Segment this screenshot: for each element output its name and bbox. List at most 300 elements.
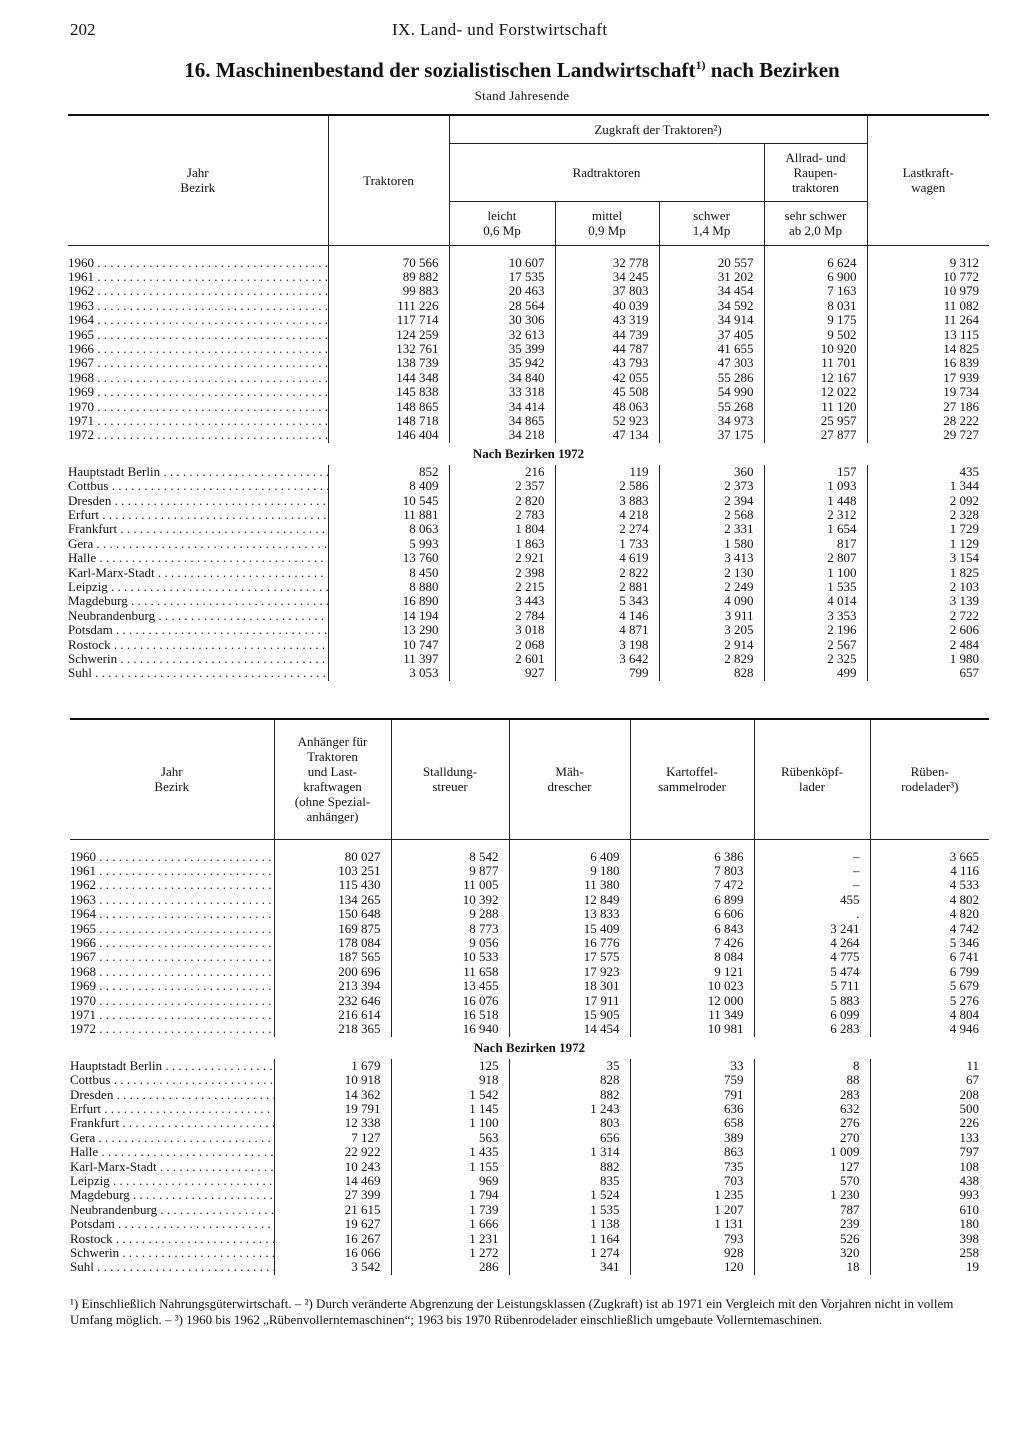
value-cell: 1 666 bbox=[391, 1217, 509, 1231]
value-cell: 19 bbox=[870, 1260, 989, 1274]
value-cell: 34 245 bbox=[555, 270, 659, 284]
year-label bbox=[70, 878, 274, 892]
year-label bbox=[68, 428, 328, 442]
year-row bbox=[68, 313, 989, 327]
row-label: Cottbus . . . bbox=[70, 1073, 274, 1087]
ruebenkoepflader-header: Rübenköpf- lader bbox=[754, 719, 870, 839]
year-row bbox=[70, 994, 989, 1008]
year-label bbox=[68, 299, 328, 313]
value-cell: 8 063 bbox=[328, 522, 449, 536]
value-cell: 21 615 bbox=[274, 1203, 391, 1217]
value-cell: 216 bbox=[449, 465, 555, 479]
row-label: Hauptstadt Berlin . . . bbox=[70, 1059, 274, 1073]
district-row bbox=[70, 1232, 989, 1246]
value-cell: 54 990 bbox=[659, 385, 764, 399]
row-label: Leipzig . . . bbox=[70, 1174, 274, 1188]
district-label bbox=[70, 1217, 274, 1231]
value-cell: 13 833 bbox=[509, 907, 630, 921]
district-row bbox=[68, 666, 989, 680]
value-cell: 8 450 bbox=[328, 566, 449, 580]
row-label: 1963 . . . bbox=[70, 893, 274, 907]
value-cell: 35 942 bbox=[449, 356, 555, 370]
year-row bbox=[68, 299, 989, 313]
value-cell: 1 980 bbox=[867, 652, 989, 666]
row-label: 1966 . . . bbox=[68, 342, 328, 356]
value-cell: 3 665 bbox=[870, 850, 989, 864]
year-row bbox=[68, 428, 989, 442]
row-label: Dresden . . . bbox=[70, 1088, 274, 1102]
value-cell: 4 804 bbox=[870, 1008, 989, 1022]
value-cell: 703 bbox=[630, 1174, 754, 1188]
district-row bbox=[70, 1217, 989, 1231]
value-cell: 3 542 bbox=[274, 1260, 391, 1274]
value-cell: 10 747 bbox=[328, 638, 449, 652]
value-cell: 656 bbox=[509, 1131, 630, 1145]
value-cell: 817 bbox=[764, 537, 867, 551]
value-cell: 187 565 bbox=[274, 950, 391, 964]
value-cell: 11 349 bbox=[630, 1008, 754, 1022]
year-label bbox=[68, 313, 328, 327]
district-label bbox=[70, 1160, 274, 1174]
value-cell: 20 557 bbox=[659, 256, 764, 270]
value-cell: 1 155 bbox=[391, 1160, 509, 1174]
value-cell: 8 bbox=[754, 1059, 870, 1073]
district-row bbox=[68, 479, 989, 493]
district-row bbox=[68, 652, 989, 666]
value-cell: 48 063 bbox=[555, 400, 659, 414]
value-cell: 43 793 bbox=[555, 356, 659, 370]
district-row bbox=[70, 1188, 989, 1202]
district-row bbox=[70, 1059, 989, 1073]
value-cell: 4 014 bbox=[764, 594, 867, 608]
value-cell: 1 825 bbox=[867, 566, 989, 580]
value-cell: 1 231 bbox=[391, 1232, 509, 1246]
row-label: 1972 . . . bbox=[68, 428, 328, 442]
row-label: Frankfurt . . . bbox=[68, 522, 328, 536]
value-cell: 2 820 bbox=[449, 494, 555, 508]
value-cell: 44 739 bbox=[555, 328, 659, 342]
value-cell: 19 791 bbox=[274, 1102, 391, 1116]
value-cell: 918 bbox=[391, 1073, 509, 1087]
row-label: Erfurt . . . bbox=[68, 508, 328, 522]
value-cell: 9 312 bbox=[867, 256, 989, 270]
value-cell: 150 648 bbox=[274, 907, 391, 921]
value-cell: 2 325 bbox=[764, 652, 867, 666]
value-cell: 5 276 bbox=[870, 994, 989, 1008]
value-cell: 2 249 bbox=[659, 580, 764, 594]
value-cell: 10 533 bbox=[391, 950, 509, 964]
value-cell: 7 472 bbox=[630, 878, 754, 892]
value-cell: 6 409 bbox=[509, 850, 630, 864]
value-cell: 283 bbox=[754, 1088, 870, 1102]
value-cell: 10 392 bbox=[391, 893, 509, 907]
value-cell: – bbox=[754, 864, 870, 878]
year-label bbox=[68, 270, 328, 284]
value-cell: 13 115 bbox=[867, 328, 989, 342]
year-row bbox=[70, 950, 989, 964]
value-cell: 2 312 bbox=[764, 508, 867, 522]
row-label: 1971 . . . bbox=[68, 414, 328, 428]
value-cell: 35 bbox=[509, 1059, 630, 1073]
value-cell: 27 877 bbox=[764, 428, 867, 442]
district-label bbox=[70, 1203, 274, 1217]
year-row bbox=[68, 284, 989, 298]
year-label bbox=[68, 284, 328, 298]
value-cell: 17 575 bbox=[509, 950, 630, 964]
value-cell: 4 871 bbox=[555, 623, 659, 637]
stub-header: Jahr Bezirk bbox=[68, 115, 328, 245]
value-cell: 636 bbox=[630, 1102, 754, 1116]
value-cell: 2 398 bbox=[449, 566, 555, 580]
value-cell: 803 bbox=[509, 1116, 630, 1130]
value-cell: 1 729 bbox=[867, 522, 989, 536]
value-cell: 2 586 bbox=[555, 479, 659, 493]
value-cell: 3 154 bbox=[867, 551, 989, 565]
section-label: Nach Bezirken 1972 bbox=[472, 445, 585, 461]
value-cell: 759 bbox=[630, 1073, 754, 1087]
value-cell: 14 454 bbox=[509, 1022, 630, 1036]
value-cell: 14 362 bbox=[274, 1088, 391, 1102]
value-cell: 37 405 bbox=[659, 328, 764, 342]
value-cell: 16 940 bbox=[391, 1022, 509, 1036]
value-cell: 20 463 bbox=[449, 284, 555, 298]
radtraktoren-header: Radtraktoren bbox=[449, 143, 764, 201]
district-label bbox=[68, 580, 328, 594]
value-cell: 37 803 bbox=[555, 284, 659, 298]
year-label bbox=[68, 385, 328, 399]
value-cell: 9 502 bbox=[764, 328, 867, 342]
value-cell: 27 186 bbox=[867, 400, 989, 414]
value-cell: 6 386 bbox=[630, 850, 754, 864]
row-label: Karl-Marx-Stadt . . . bbox=[70, 1160, 274, 1174]
district-row bbox=[68, 522, 989, 536]
value-cell: 16 518 bbox=[391, 1008, 509, 1022]
value-cell: 11 005 bbox=[391, 878, 509, 892]
district-row bbox=[70, 1145, 989, 1159]
year-label bbox=[68, 342, 328, 356]
value-cell: 31 202 bbox=[659, 270, 764, 284]
value-cell: 226 bbox=[870, 1116, 989, 1130]
district-label bbox=[70, 1174, 274, 1188]
row-label: 1970 . . . bbox=[70, 994, 274, 1008]
value-cell: 9 121 bbox=[630, 965, 754, 979]
district-row bbox=[70, 1246, 989, 1260]
district-label bbox=[70, 1246, 274, 1260]
value-cell: 341 bbox=[509, 1260, 630, 1274]
value-cell: 828 bbox=[509, 1073, 630, 1087]
value-cell: 33 318 bbox=[449, 385, 555, 399]
value-cell: 232 646 bbox=[274, 994, 391, 1008]
row-label: 1966 . . . bbox=[70, 936, 274, 950]
value-cell: 55 268 bbox=[659, 400, 764, 414]
value-cell: 12 000 bbox=[630, 994, 754, 1008]
district-label bbox=[68, 508, 328, 522]
year-label bbox=[70, 907, 274, 921]
district-label bbox=[70, 1131, 274, 1145]
district-row bbox=[68, 638, 989, 652]
value-cell: 6 843 bbox=[630, 922, 754, 936]
value-cell: 89 882 bbox=[328, 270, 449, 284]
value-cell: 6 799 bbox=[870, 965, 989, 979]
district-label bbox=[68, 623, 328, 637]
year-row bbox=[68, 342, 989, 356]
year-row bbox=[70, 965, 989, 979]
value-cell: 2 606 bbox=[867, 623, 989, 637]
value-cell: 178 084 bbox=[274, 936, 391, 950]
value-cell: 14 469 bbox=[274, 1174, 391, 1188]
value-cell: 10 243 bbox=[274, 1160, 391, 1174]
value-cell: 2 784 bbox=[449, 609, 555, 623]
row-label: 1965 . . . bbox=[70, 922, 274, 936]
year-label bbox=[68, 414, 328, 428]
title-main: 16. Maschinenbestand der sozialistischen Landwirtschaft bbox=[184, 58, 696, 82]
year-label bbox=[68, 400, 328, 414]
year-row bbox=[70, 1008, 989, 1022]
district-row bbox=[70, 1260, 989, 1274]
value-cell: 1 863 bbox=[449, 537, 555, 551]
row-label: Suhl . . . bbox=[68, 666, 328, 680]
value-cell: 3 018 bbox=[449, 623, 555, 637]
row-label: 1967 . . . bbox=[70, 950, 274, 964]
year-label bbox=[70, 864, 274, 878]
value-cell: 1 100 bbox=[764, 566, 867, 580]
row-label: Leipzig . . . bbox=[68, 580, 328, 594]
value-cell: 6 606 bbox=[630, 907, 754, 921]
value-cell: 286 bbox=[391, 1260, 509, 1274]
value-cell: 2 601 bbox=[449, 652, 555, 666]
page-number: 202 bbox=[70, 20, 96, 39]
district-label bbox=[68, 609, 328, 623]
value-cell: 8 084 bbox=[630, 950, 754, 964]
value-cell: 108 bbox=[870, 1160, 989, 1174]
ruebenrodelader-header: Rüben- rodelader³) bbox=[870, 719, 989, 839]
row-label: Erfurt . . . bbox=[70, 1102, 274, 1116]
value-cell: 29 727 bbox=[867, 428, 989, 442]
value-cell: 320 bbox=[754, 1246, 870, 1260]
value-cell: 33 bbox=[630, 1059, 754, 1073]
value-cell: 34 973 bbox=[659, 414, 764, 428]
value-cell: 124 259 bbox=[328, 328, 449, 342]
district-label bbox=[68, 594, 328, 608]
table-subtitle: Stand Jahresende bbox=[474, 88, 570, 103]
year-label bbox=[70, 979, 274, 993]
value-cell: 34 592 bbox=[659, 299, 764, 313]
value-cell: 146 404 bbox=[328, 428, 449, 442]
value-cell: 4 218 bbox=[555, 508, 659, 522]
value-cell: 47 134 bbox=[555, 428, 659, 442]
row-label: Halle . . . bbox=[70, 1145, 274, 1159]
value-cell: 8 880 bbox=[328, 580, 449, 594]
value-cell: 1 580 bbox=[659, 537, 764, 551]
value-cell: 43 319 bbox=[555, 313, 659, 327]
row-label: 1965 . . . bbox=[68, 328, 328, 342]
value-cell: 1 542 bbox=[391, 1088, 509, 1102]
value-cell: 15 905 bbox=[509, 1008, 630, 1022]
value-cell: 9 175 bbox=[764, 313, 867, 327]
value-cell: 928 bbox=[630, 1246, 754, 1260]
value-cell: 1 145 bbox=[391, 1102, 509, 1116]
value-cell: 799 bbox=[555, 666, 659, 680]
year-label bbox=[70, 950, 274, 964]
value-cell: 6 099 bbox=[754, 1008, 870, 1022]
row-label: 1967 . . . bbox=[68, 356, 328, 370]
district-row bbox=[68, 594, 989, 608]
row-label: 1972 . . . bbox=[70, 1022, 274, 1036]
value-cell: 1 243 bbox=[509, 1102, 630, 1116]
district-label bbox=[68, 666, 328, 680]
value-cell: 218 365 bbox=[274, 1022, 391, 1036]
year-label bbox=[68, 256, 328, 270]
value-cell: 8 031 bbox=[764, 299, 867, 313]
year-row bbox=[68, 270, 989, 284]
value-cell: 1 733 bbox=[555, 537, 659, 551]
district-row bbox=[68, 537, 989, 551]
value-cell: 1 100 bbox=[391, 1116, 509, 1130]
value-cell: 1 314 bbox=[509, 1145, 630, 1159]
value-cell: 99 883 bbox=[328, 284, 449, 298]
value-cell: 34 454 bbox=[659, 284, 764, 298]
district-row bbox=[68, 551, 989, 565]
value-cell: 216 614 bbox=[274, 1008, 391, 1022]
value-cell: 119 bbox=[555, 465, 659, 479]
value-cell: 1 794 bbox=[391, 1188, 509, 1202]
zugkraft-header: Zugkraft der Traktoren²) bbox=[449, 115, 867, 143]
value-cell: 882 bbox=[509, 1088, 630, 1102]
value-cell: 34 414 bbox=[449, 400, 555, 414]
value-cell: 1 804 bbox=[449, 522, 555, 536]
value-cell: 169 875 bbox=[274, 922, 391, 936]
year-row bbox=[68, 414, 989, 428]
row-label: Karl-Marx-Stadt . . . bbox=[68, 566, 328, 580]
value-cell: 120 bbox=[630, 1260, 754, 1274]
value-cell: 10 023 bbox=[630, 979, 754, 993]
value-cell: 2 722 bbox=[867, 609, 989, 623]
value-cell: 5 883 bbox=[754, 994, 870, 1008]
district-row bbox=[68, 623, 989, 637]
value-cell: 11 397 bbox=[328, 652, 449, 666]
value-cell: 969 bbox=[391, 1174, 509, 1188]
value-cell: 610 bbox=[870, 1203, 989, 1217]
row-label: Cottbus . . . bbox=[68, 479, 328, 493]
value-cell: 787 bbox=[754, 1203, 870, 1217]
value-cell: 1 654 bbox=[764, 522, 867, 536]
year-row bbox=[68, 371, 989, 385]
value-cell: 2 068 bbox=[449, 638, 555, 652]
machinery-table bbox=[70, 718, 989, 1275]
value-cell: 6 899 bbox=[630, 893, 754, 907]
value-cell: 1 524 bbox=[509, 1188, 630, 1202]
row-label: Hauptstadt Berlin . . . bbox=[68, 465, 328, 479]
value-cell: 8 542 bbox=[391, 850, 509, 864]
value-cell: 2 484 bbox=[867, 638, 989, 652]
value-cell: 2 130 bbox=[659, 566, 764, 580]
mittel-header: mittel 0,9 Mp bbox=[555, 201, 659, 245]
traktoren-header: Traktoren bbox=[328, 115, 449, 245]
value-cell: 6 283 bbox=[754, 1022, 870, 1036]
value-cell: 438 bbox=[870, 1174, 989, 1188]
value-cell: 499 bbox=[764, 666, 867, 680]
district-label bbox=[68, 479, 328, 493]
value-cell: 34 914 bbox=[659, 313, 764, 327]
value-cell: 12 849 bbox=[509, 893, 630, 907]
value-cell: 3 353 bbox=[764, 609, 867, 623]
year-label bbox=[70, 965, 274, 979]
value-cell: 1 679 bbox=[274, 1059, 391, 1073]
value-cell: 55 286 bbox=[659, 371, 764, 385]
value-cell: 2 829 bbox=[659, 652, 764, 666]
district-row bbox=[70, 1160, 989, 1174]
district-label bbox=[70, 1232, 274, 1246]
year-row bbox=[70, 864, 989, 878]
value-cell: 3 241 bbox=[754, 922, 870, 936]
year-label bbox=[70, 1022, 274, 1036]
year-row bbox=[70, 922, 989, 936]
value-cell: 157 bbox=[764, 465, 867, 479]
value-cell: 7 426 bbox=[630, 936, 754, 950]
value-cell: 117 714 bbox=[328, 313, 449, 327]
year-row bbox=[70, 1022, 989, 1036]
value-cell: 852 bbox=[328, 465, 449, 479]
value-cell: 13 455 bbox=[391, 979, 509, 993]
value-cell: 18 bbox=[754, 1260, 870, 1274]
row-label: 1969 . . . bbox=[68, 385, 328, 399]
value-cell: 32 613 bbox=[449, 328, 555, 342]
district-label bbox=[70, 1088, 274, 1102]
year-label bbox=[68, 356, 328, 370]
district-row bbox=[68, 566, 989, 580]
year-label bbox=[70, 1008, 274, 1022]
sehr-schwer-header: sehr schwer ab 2,0 Mp bbox=[764, 201, 867, 245]
value-cell: 22 922 bbox=[274, 1145, 391, 1159]
value-cell: 70 566 bbox=[328, 256, 449, 270]
row-label: Schwerin . . . bbox=[70, 1246, 274, 1260]
year-row bbox=[70, 893, 989, 907]
value-cell: 17 535 bbox=[449, 270, 555, 284]
year-label bbox=[68, 328, 328, 342]
district-label bbox=[68, 465, 328, 479]
header-separator bbox=[70, 839, 989, 850]
row-label: Schwerin . . . bbox=[68, 652, 328, 666]
value-cell: 16 267 bbox=[274, 1232, 391, 1246]
district-row bbox=[70, 1131, 989, 1145]
value-cell: 16 839 bbox=[867, 356, 989, 370]
value-cell: 145 838 bbox=[328, 385, 449, 399]
year-row bbox=[68, 256, 989, 270]
value-cell: 16 890 bbox=[328, 594, 449, 608]
value-cell: 2 373 bbox=[659, 479, 764, 493]
value-cell: 2 103 bbox=[867, 580, 989, 594]
district-label bbox=[70, 1059, 274, 1073]
value-cell: 11 bbox=[870, 1059, 989, 1073]
kartoffelsammelroder-header: Kartoffel- sammelroder bbox=[630, 719, 754, 839]
value-cell: 12 167 bbox=[764, 371, 867, 385]
value-cell: 828 bbox=[659, 666, 764, 680]
value-cell: 2 092 bbox=[867, 494, 989, 508]
value-cell: 17 939 bbox=[867, 371, 989, 385]
value-cell: 16 776 bbox=[509, 936, 630, 950]
value-cell: 14 194 bbox=[328, 609, 449, 623]
year-row bbox=[70, 936, 989, 950]
value-cell: 4 146 bbox=[555, 609, 659, 623]
district-label bbox=[70, 1116, 274, 1130]
schwer-header: schwer 1,4 Mp bbox=[659, 201, 764, 245]
value-cell: 28 564 bbox=[449, 299, 555, 313]
row-label: Frankfurt . . . bbox=[70, 1116, 274, 1130]
value-cell: 4 264 bbox=[754, 936, 870, 950]
row-label: Suhl . . . bbox=[70, 1260, 274, 1274]
section-row bbox=[70, 1037, 989, 1059]
value-cell: 1 274 bbox=[509, 1246, 630, 1260]
